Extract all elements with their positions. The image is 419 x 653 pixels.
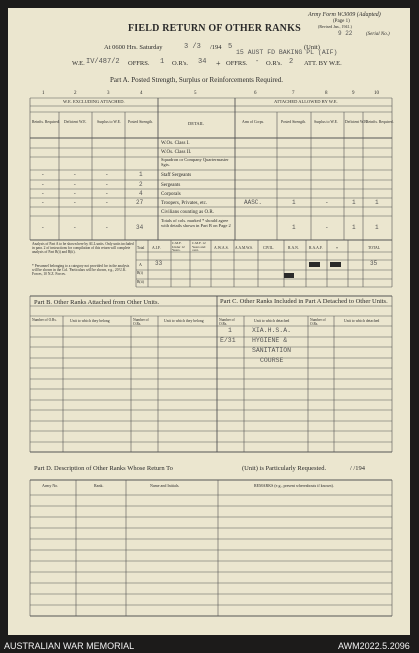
part-c-head-num: Number of O.Rs. (219, 318, 235, 326)
footer-bar (0, 638, 419, 653)
we-value: IV/487/2 (86, 58, 120, 66)
analysis-note: Analysis of Part A to be shown here by ALL units. Only units included in para. 2 of instructions for compilation of this return will complete analysis of Part B(i) and B(ii). (32, 242, 134, 255)
col-number-3: 3 (107, 91, 110, 96)
row-detail: Totals of cols. marked * should agree with details shown in Part B on Page 2 (161, 218, 231, 229)
row-c4: 27 (136, 199, 144, 206)
row-c2: - (73, 224, 77, 231)
col-number-5: 5 (194, 91, 197, 96)
head-surplus-att: Surplus to W.E. (314, 120, 338, 124)
row-c4: 4 (139, 190, 143, 197)
at-hours-label: At 0600 Hrs. Saturday (104, 44, 163, 51)
offrs-label: OFFRS. (128, 60, 150, 67)
part-c-head-unit2: Unit to which detached (344, 319, 380, 323)
analysis-head-total: Total (137, 246, 145, 250)
part-b-head-num: Number of O.Rs. (32, 318, 57, 322)
row-c10: 1 (375, 224, 379, 231)
form-sheet (8, 8, 410, 635)
row-c1: - (41, 171, 45, 178)
analysis-row-label-bii: B(ii) (137, 280, 144, 284)
part-c-unit: SANITATION (252, 347, 292, 354)
row-detail: W.Os. Class II. (161, 150, 192, 155)
analysis-head-star: * (336, 246, 338, 251)
footer-accession-number: AWM2022.5.2096 (338, 641, 410, 651)
offrs-attached-value: - (255, 58, 260, 66)
row-c3: - (105, 171, 109, 178)
part-c-num: E/31 (220, 337, 236, 344)
analysis-head-ran: R.A.N. (288, 246, 299, 250)
part-c-title: Part C. Other Ranks Included in Part A Detached to Other Units. (220, 298, 388, 305)
head-posted-strength-att: Posted Strength. (281, 120, 306, 124)
col-number-2: 2 (74, 91, 77, 96)
row-c2: - (73, 190, 77, 197)
col-number-9: 9 (352, 91, 355, 96)
row-c1: - (41, 190, 45, 197)
col-number-7: 7 (292, 91, 295, 96)
part-c-unit: XIA.H.S.A. (252, 327, 292, 334)
row-c7: 1 (292, 199, 296, 206)
row-c3: - (105, 181, 109, 188)
attached-allowed-header: ATTACHED ALLOWED BY W.E. (274, 99, 338, 104)
part-d-title: Part D. Description of Other Ranks Whose Return To (34, 465, 173, 472)
serial-number: 9 22 (338, 30, 353, 37)
row-c3: - (105, 224, 109, 231)
analysis-head-aif: A.I.F. (152, 246, 161, 250)
part-b-head-unit: Unit to which they belong (70, 319, 110, 323)
serial-label: (Serial No.) (366, 32, 390, 37)
analysis-head-cmf-under: C.M.F. Under 12 Years. (172, 241, 185, 253)
part-b-title: Part B. Other Ranks Attached from Other Units. (34, 299, 160, 306)
offrs-attached-label: OFFRS. (226, 60, 248, 67)
analysis-a-total: 35 (370, 260, 378, 267)
we-excluding-header: W.E. EXCLUDING ATTACHED. (63, 99, 125, 104)
head-posted-strength: Posted Strength. (128, 120, 153, 124)
offrs-value: 1 (160, 58, 165, 66)
row-detail: Corporals (161, 192, 181, 197)
row-c3: - (105, 190, 109, 197)
analysis-row-label-a: A (139, 262, 142, 267)
row-c6: AASC. (244, 199, 263, 206)
analysis-head-aamws: A.A.M.W.S. (235, 246, 253, 250)
part-a-title: Part A. Posted Strength, Surplus or Reinforcements Required. (110, 76, 284, 84)
detail-header: DETAIL (188, 121, 204, 126)
part-d-date-blank: / /194 (350, 465, 365, 472)
part-d-head-army-no: Army No. (42, 483, 59, 488)
page-indicator: (Page 1) (333, 19, 350, 24)
head-surplus-we: Surplus to W.E. (97, 120, 121, 124)
col-number-10: 10 (374, 91, 379, 96)
part-d-head-name: Name and Initials. (150, 483, 180, 488)
row-detail: Staff Sergeants (161, 173, 192, 178)
row-detail: Civilians counting as O.R. (161, 210, 214, 215)
part-d-head-remarks: REMARKS (e.g., present whereabouts if known). (254, 483, 334, 488)
row-detail: Squadron or Company Quartermaster Sgts. (161, 157, 229, 167)
col-number-1: 1 (42, 91, 45, 96)
head-arm-of-corps: Arm of Corps. (242, 120, 265, 124)
part-b-head-unit2: Unit to which they belong (164, 319, 204, 323)
analysis-head-total-right: TOTAL (368, 246, 381, 250)
part-c-head-unit: Unit to which detached (254, 319, 290, 323)
plus-sign: + (216, 59, 221, 68)
row-c3: - (105, 199, 109, 206)
page-title: FIELD RETURN OF OTHER RANKS (128, 23, 301, 34)
revision-date: (Revised Jan., 1941.) (318, 24, 352, 29)
part-d-table (8, 8, 410, 635)
analysis-head-awas: A.W.A.S. (214, 246, 229, 250)
row-c4: 1 (139, 171, 143, 178)
row-c4: 34 (136, 224, 144, 231)
att-by-we-label: ATT. BY W.E. (304, 60, 342, 67)
head-reinfts-required: Reinfts. Required. (32, 120, 60, 124)
footer-source: AUSTRALIAN WAR MEMORIAL (4, 641, 135, 651)
ors-attached-value: 2 (289, 58, 294, 66)
analysis-head-civil: CIVIL. (263, 246, 275, 250)
head-deficient-att: Deficient W.E. (345, 120, 368, 124)
ors-label: O.R's. (172, 60, 188, 67)
col-number-6: 6 (254, 91, 257, 96)
analysis-a-aif: 33 (155, 260, 163, 267)
part-c-unit: COURSE (260, 357, 284, 364)
row-c2: - (73, 171, 77, 178)
head-deficient-we: Deficient W.E. (64, 120, 87, 124)
row-c2: - (73, 181, 77, 188)
return-date: 3 /3 (184, 43, 201, 51)
row-c2: - (73, 199, 77, 206)
part-c-head-num2: Number of O.Rs. (310, 318, 326, 326)
row-c9: 1 (352, 224, 356, 231)
row-detail: W.Os. Class I. (161, 141, 190, 146)
row-c1: - (41, 181, 45, 188)
analysis-head-raaf: R.A.A.F. (309, 246, 323, 250)
row-c7: 1 (292, 224, 296, 231)
analysis-row-label-bi: B(i) (137, 271, 143, 275)
head-reinfts-att: Reinfts. Required. (366, 120, 394, 124)
col-number-8: 8 (325, 91, 328, 96)
part-c-unit: HYGIENE & (252, 337, 288, 344)
part-d-title-unit: (Unit) is Particularly Requested. (242, 465, 327, 472)
we-label: W.E. (72, 60, 85, 67)
ors-value: 34 (198, 58, 207, 66)
year-label: /194 (210, 44, 222, 51)
row-c1: - (41, 224, 45, 231)
row-detail: Troopers, Privates, etc. (161, 201, 208, 206)
analysis-head-cmf-over: C.M.F. 12 Years and over. (192, 241, 206, 253)
unit-value: 15 AUST FD BAKING PL (AIF) (236, 49, 338, 56)
row-c9: 1 (352, 199, 356, 206)
analysis-note-footnote: * Personnel belonging to a category not provided for in the analysis will be shown in the Col. 'Particulars will be shown, e.g., 20 U.K. Forces, 10 N.Z. Forces. (32, 264, 130, 277)
unit-label: (Unit) (304, 44, 320, 51)
army-form-number: Army Form W.3009 (Adapted) (308, 12, 381, 18)
year-digit: 5 (228, 43, 233, 51)
col-number-4: 4 (140, 91, 143, 96)
row-c1: - (41, 199, 45, 206)
ors-attached-label: O.R's. (266, 60, 282, 67)
row-c8: - (325, 199, 329, 206)
part-b-head-num2: Number of O.Rs. (133, 318, 149, 326)
row-c4: 2 (139, 181, 143, 188)
row-detail: Sergeants (161, 183, 181, 188)
row-c8: - (325, 224, 329, 231)
row-c10: 1 (375, 199, 379, 206)
part-d-head-rank: Rank. (94, 483, 104, 488)
part-c-num: 1 (228, 327, 232, 334)
